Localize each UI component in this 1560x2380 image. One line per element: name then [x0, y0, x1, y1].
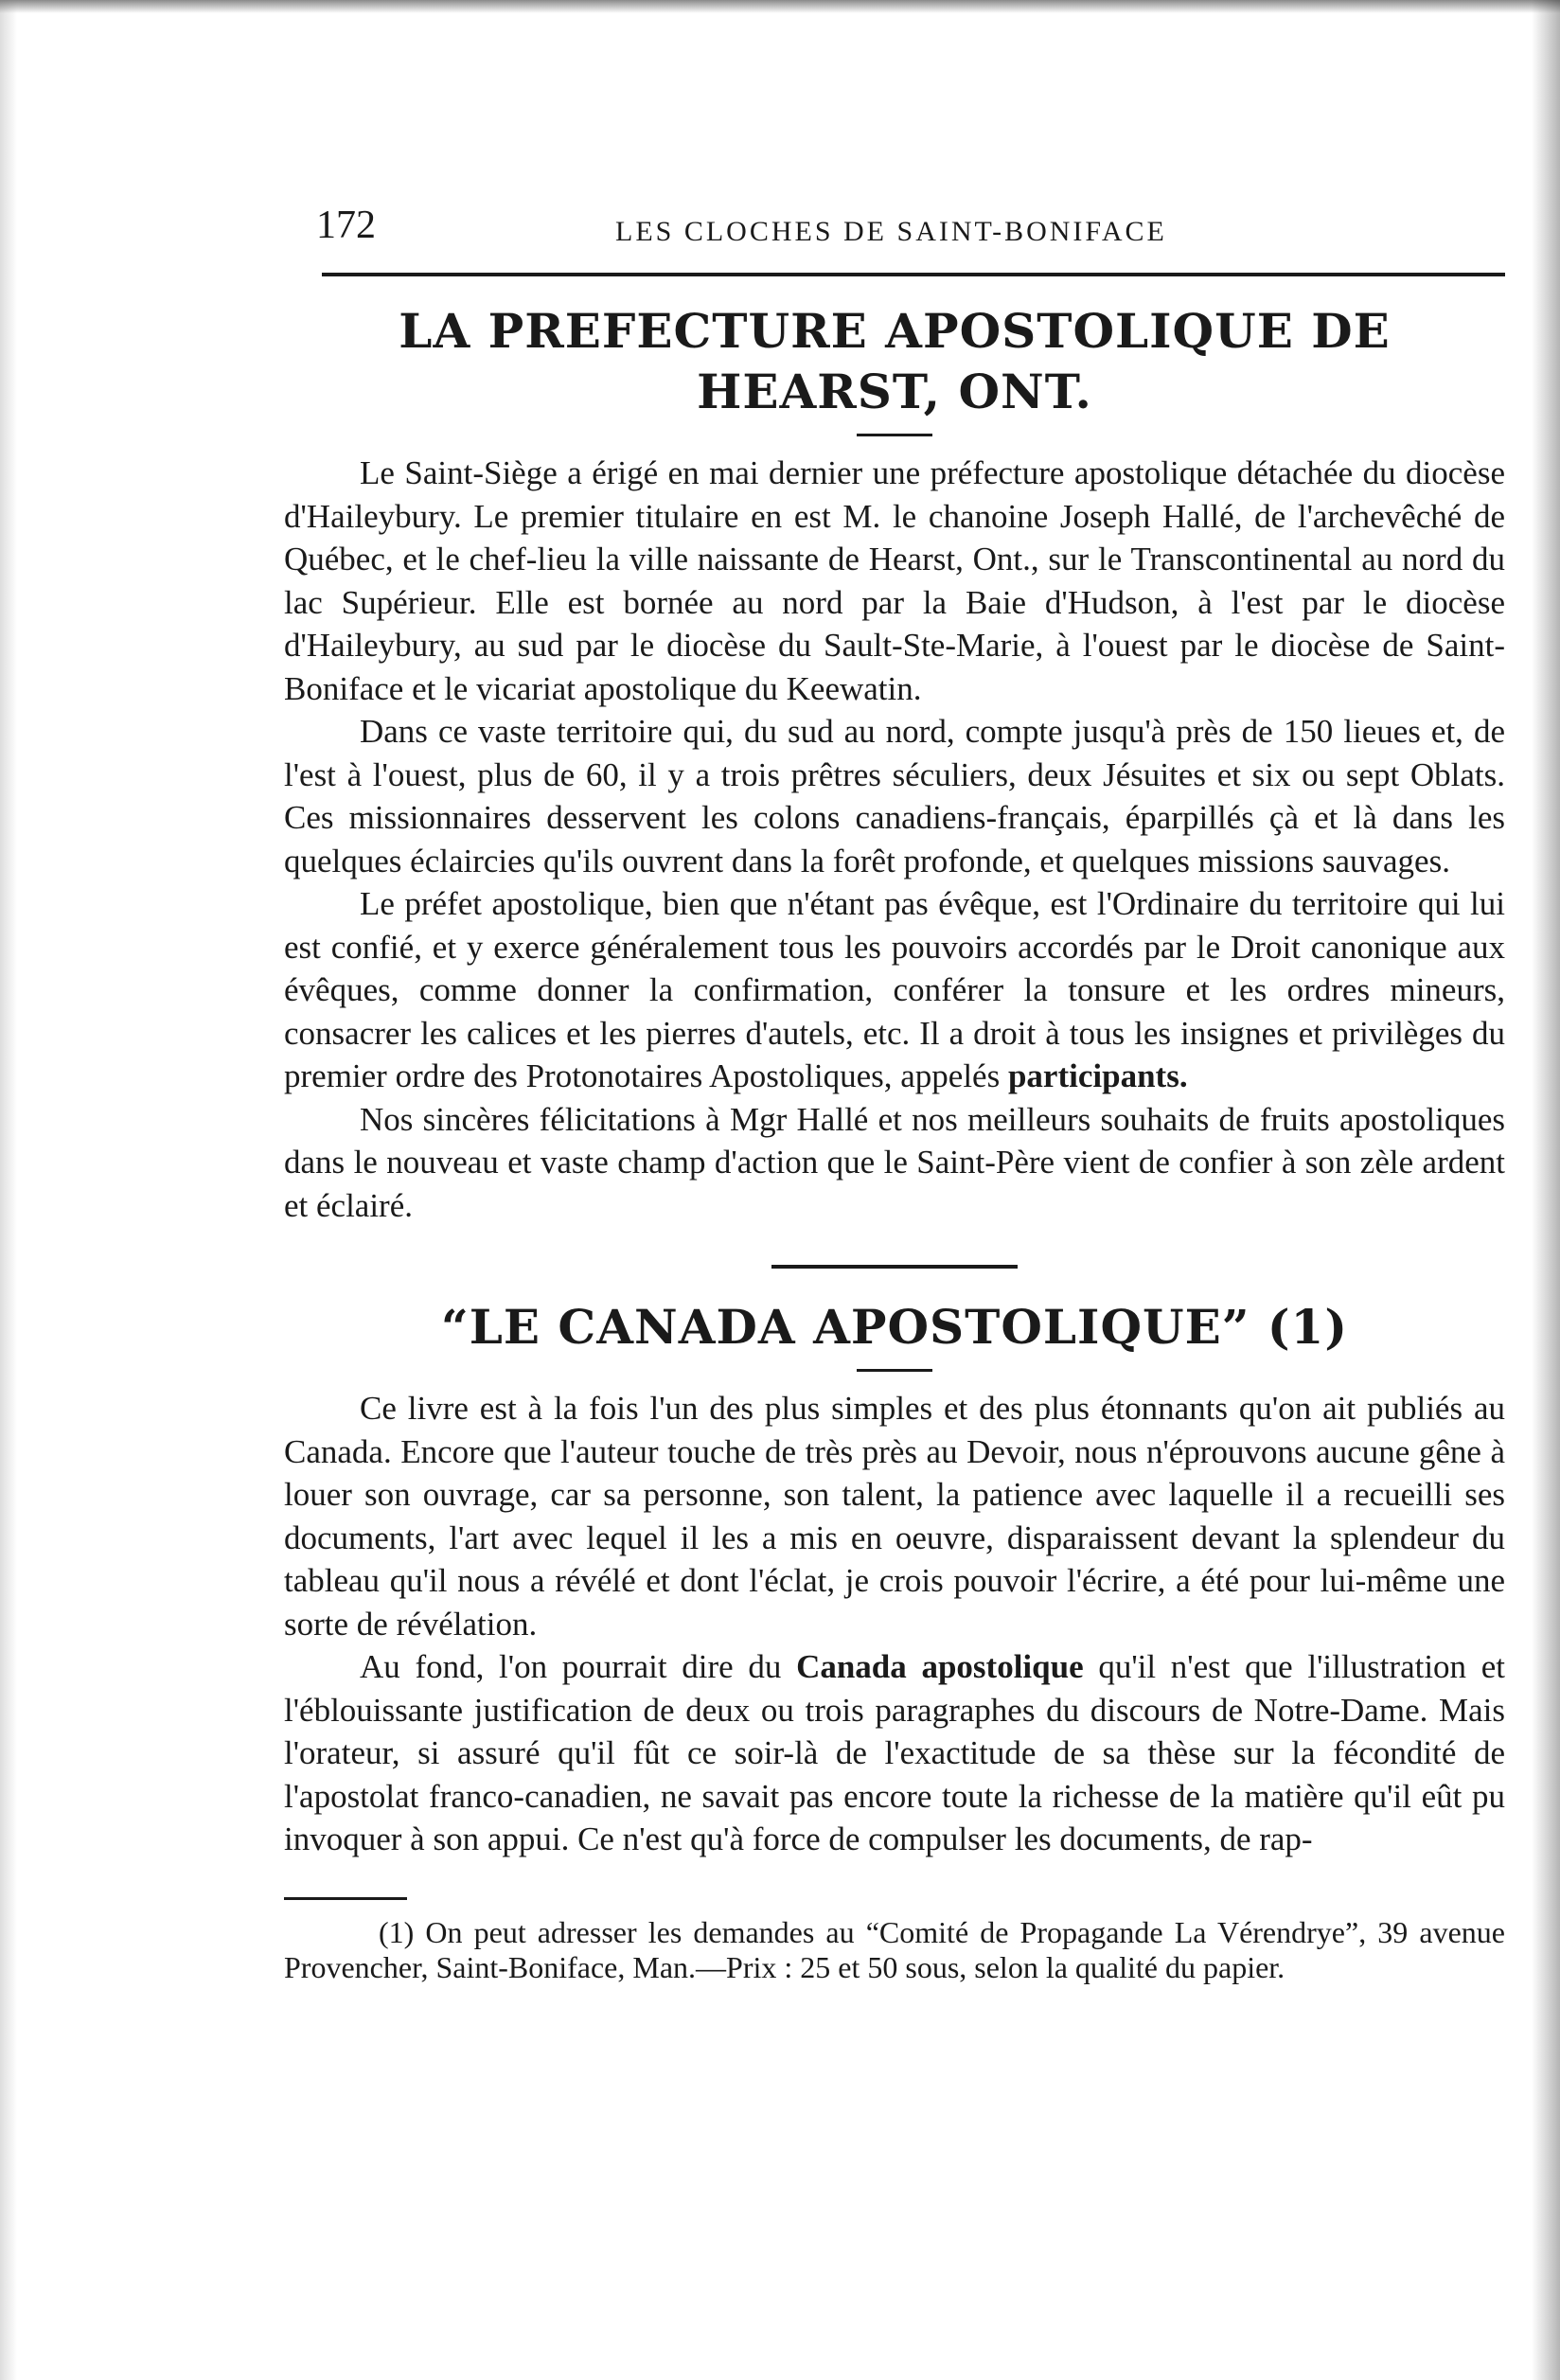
- title-1-divider: [857, 434, 932, 436]
- article-1-paragraph-1: Le Saint-Siège a érigé en mai dernier une préfecture apostolique détachée du diocèse d'Haileybury. Le premier titulaire en est M. le chanoine Joseph Hallé, de l'archevêché de Québec, et le chef-lieu la ville naissante de Hearst, Ont., sur le Transcontinental au nord du lac Supérieur. Elle est bornée au nord par la Baie d'Hudson, à l'est par le diocèse d'Haileybury, au sud par le diocèse du Sault-Ste-Marie, à l'ouest par le diocèse de Saint-Boniface et le vicariat apostolique du Keewatin.: [284, 454, 1505, 707]
- article-1-paragraph-2: Dans ce vaste territoire qui, du sud au nord, compte jusqu'à près de 150 lieues et, de l'est à l'ouest, plus de 60, il y a trois prêtres séculiers, deux Jésuites et six ou sept Oblats. Ces missionnaires desservent les colons canadiens-français, éparpillés çà et là dans les quelques éclaircies qu'ils ouvrent dans la forêt profonde, et quelques missions sauvages.: [284, 713, 1505, 879]
- article-2-title: “LE CANADA APOSTOLIQUE” (1): [441, 1299, 1348, 1355]
- page-edge-shadow-left: [0, 0, 17, 2380]
- paragraph-2-end: qu'il n'est que l'illustration et l'éblouissante justification de deux ou trois paragraphes du discours de Notre-Dame. Mais l'orateur, si assuré qu'il fût ce soir-là de l'exactitude de sa thèse sur la fécondité de l'apostolat franco-canadien, ne savait pas encore toute la richesse de la matière qu'il eût pu invoquer à son appui. Ce n'est qu'à force de compulser les documents, de rap-: [284, 1648, 1505, 1857]
- title-2-divider: [857, 1369, 932, 1372]
- canada-apostolique-bold: Canada apostolique: [796, 1648, 1084, 1685]
- section-divider: [771, 1265, 1018, 1269]
- article-1-title: LA PREFECTURE APOSTOLIQUE DE HEARST, ONT.: [399, 303, 1391, 419]
- article-2-paragraph-1: Ce livre est à la fois l'un des plus simples et des plus étonnants qu'on ait publiés au Canada. Encore que l'auteur touche de très près au Devoir, nous n'éprouvons aucune gêne à louer son ouvrage, car sa personne, son talent, la patience avec laquelle il a recueilli ses documents, l'art avec lequel il les a mis en oeuvre, disparaissent devant la splendeur du tableau qu'il nous a révélé et dont l'éclat, je crois pouvoir l'écrire, a été pour lui-même une sorte de révélation.: [284, 1390, 1505, 1643]
- running-title: LES CLOCHES DE SAINT-BONIFACE: [615, 216, 1167, 247]
- paragraph-2-start: Au fond, l'on pourrait dire du: [360, 1648, 797, 1685]
- footnote-rule: [284, 1897, 407, 1900]
- article-1-paragraph-3: [284, 882, 1505, 1098]
- running-head: [284, 189, 1505, 246]
- page-edge-shadow-top: [0, 0, 1560, 13]
- header-rule: [322, 273, 1505, 276]
- page-content: [284, 189, 1505, 1985]
- article-1-paragraph-4: Nos sincères félicitations à Mgr Hallé et nos meilleurs souhaits de fruits apostoliques dans le nouveau et vaste champ d'action que le Saint-Père vient de confier à son zèle ardent et éclairé.: [284, 1100, 1505, 1224]
- page-edge-shadow-right: [1532, 0, 1560, 2380]
- article-2-paragraph-2: [284, 1645, 1505, 1861]
- participants-bold: participants.: [1007, 1057, 1188, 1094]
- page-number: 172: [316, 204, 376, 247]
- paragraph-3-text: Le préfet apostolique, bien que n'étant pas évêque, est l'Ordinaire du territoire qui lui est confié, et y exerce généralement tous les pouvoirs accordés par le Droit canonique aux évêques, comme donner la confirmation, conférer la tonsure et les ordres mineurs, consacrer les calices et les pierres d'autels, etc. Il a droit à tous les insignes et privilèges du premier ordre des Protonotaires Apostoliques, appelés: [284, 885, 1505, 1094]
- footnote: (1) On peut adresser les demandes au “Comité de Propagande La Vérendrye”, 39 avenue Provencher, Saint-Boniface, Man.—Prix : 25 et 50 sous, selon la qualité du papier.: [284, 1914, 1505, 1984]
